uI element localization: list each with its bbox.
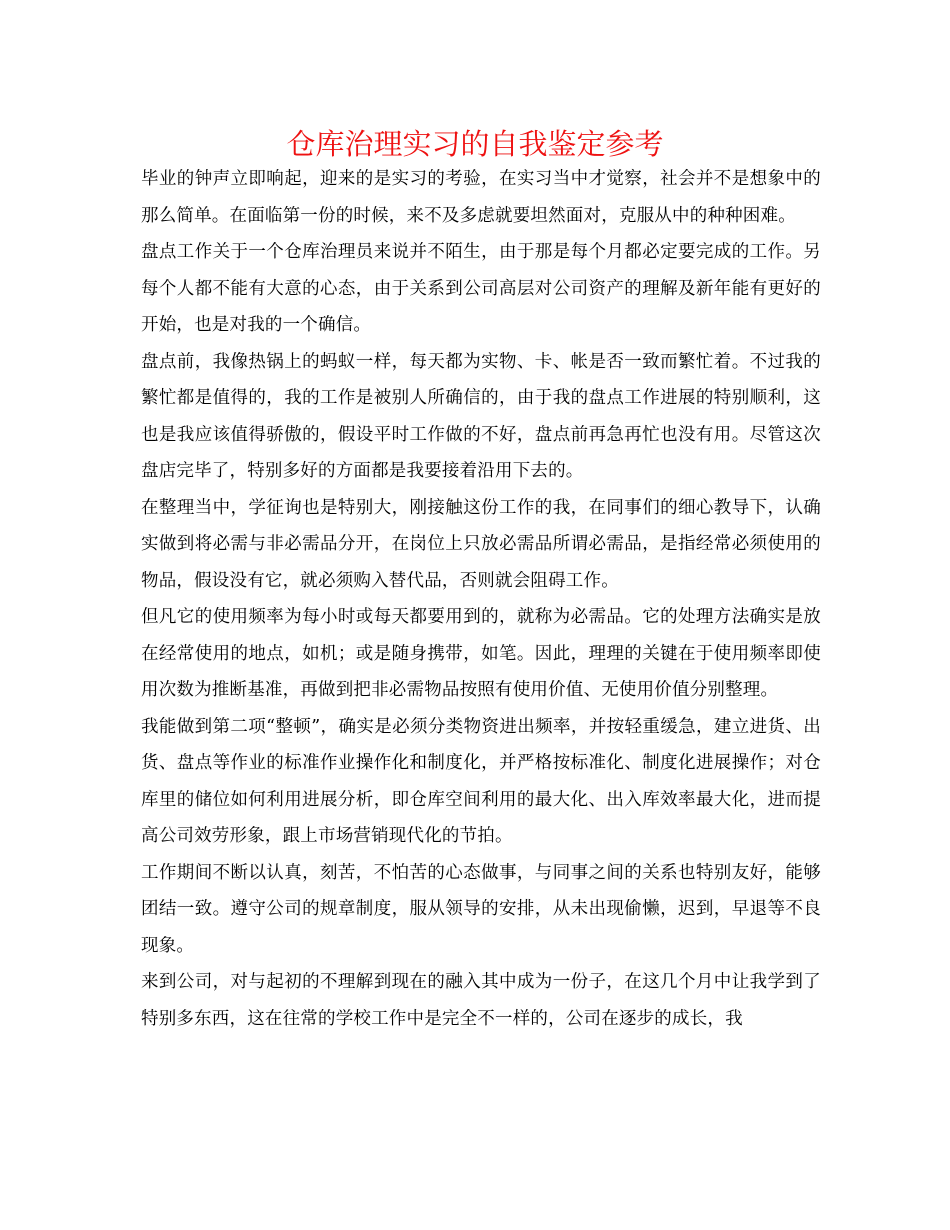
paragraph: 来到公司，对与起初的不理解到现在的融入其中成为一份子，在这几个月中让我学到了特别多东西，这在往常的学校工作中是完全不一样的，公司在逐步的成长，我: [141, 972, 821, 1029]
paragraph: 在整理当中，学征询也是特别大，刚接触这份工作的我，在同事们的细心教导下，认确实做到将必需与非必需品分开，在岗位上只放必需品所谓必需品，是指经常必须使用的物品，假设没有它，就必须购入替代品，否则就会阻碍工作。: [141, 497, 821, 591]
paragraph: 毕业的钟声立即响起，迎来的是实习的考验，在实习当中才觉察，社会并不是想象中的那么简单。在面临第一份的时候，来不及多虑就要坦然面对，克服从中的种种困难。: [141, 169, 821, 226]
paragraph: 但凡它的使用频率为每小时或每天都要用到的，就称为必需品。它的处理方法确实是放在经常使用的地点，如机；或是随身携带，如笔。因此，理理的关键在于使用频率即使用次数为推断基准，再做到把非必需物品按照有使用价值、无使用价值分别整理。: [141, 607, 821, 700]
paragraph: 我能做到第二项“整顿”，确实是必须分类物资进出频率，并按轻重缓急，建立进货、出货、盘点等作业的标准作业操作化和制度化，并严格按标准化、制度化进展操作；对仓库里的储位如何利用进展分析，即仓库空间利用的最大化、出入库效率最大化，进而提高公司效劳形象，跟上市场营销现代化的节拍。: [141, 716, 821, 846]
paragraph: 盘点前，我像热锅上的蚂蚁一样，每天都为实物、卡、帐是否一致而繁忙着。不过我的繁忙都是值得的，我的工作是被别人所确信的，由于我的盘点工作进展的特别顺利，这也是我应该值得骄傲的，假设平时工作做的不好，盘点前再急再忙也没有用。尽管这次盘店完毕了，特别多好的方面都是我要接着沿用下去的。: [141, 351, 821, 481]
document-title: 仓库治理实习的自我鉴定参考: [286, 127, 664, 161]
paragraph: 盘点工作关于一个仓库治理员来说并不陌生，由于那是每个月都必定要完成的工作。另每个人都不能有大意的心态，由于关系到公司高层对公司资产的理解及新年能有更好的开始，也是对我的一个确信。: [141, 242, 821, 335]
document-body: [141, 161, 821, 1037]
paragraph: 工作期间不断以认真，刻苦，不怕苦的心态做事，与同事之间的关系也特别友好，能够团结一致。遵守公司的规章制度，服从领导的安排，从未出现偷懒，迟到，早退等不良现象。: [141, 862, 821, 956]
